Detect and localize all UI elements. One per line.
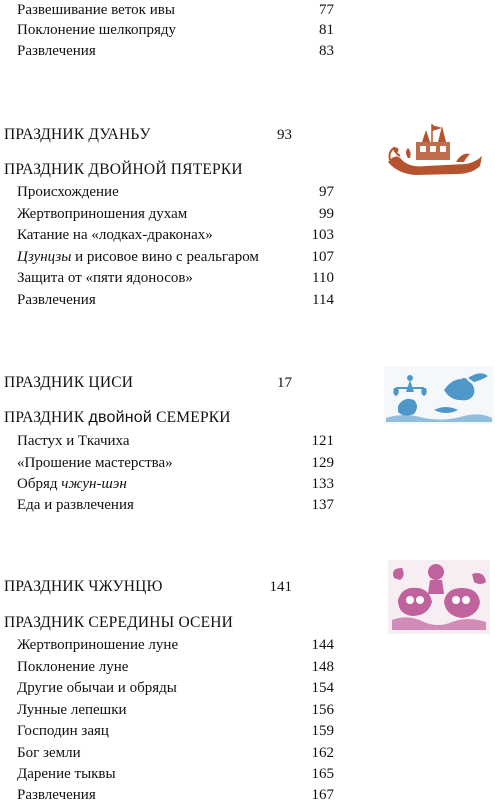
toc-entry-title: Развлечения: [17, 787, 96, 803]
toc-entry-title: Обряд: [17, 476, 62, 492]
toc-entry-title: Жертвоприношения духам: [17, 206, 188, 222]
toc-entry-title: Поклонение луне: [17, 659, 129, 675]
festival-title: ПРАЗДНИК ЦИСИ: [4, 374, 134, 391]
toc-entry-page: 99: [319, 206, 334, 222]
toc-entry-page: 156: [311, 702, 334, 718]
toc-entry-title-italic: чжун-шэн: [61, 476, 127, 492]
toc-entry-title: Развлечения: [17, 292, 96, 308]
toc-entry-title: Другие обычаи и обряды: [17, 680, 177, 696]
festival-page: 141: [269, 579, 292, 595]
toc-entry-page: 114: [312, 292, 334, 308]
section-heading: ПРАЗДНИК СЕРЕДИНЫ ОСЕНИ: [4, 614, 234, 631]
toc-entry-page: 162: [311, 745, 334, 761]
section-heading-post: СЕМЕРКИ: [152, 409, 231, 426]
toc-entry: [17, 1, 175, 19]
toc-entry-page: 83: [319, 43, 334, 59]
toc-entry-title: Развешивание веток ивы: [17, 2, 175, 18]
toc-entry: [17, 42, 96, 60]
toc-entry-title: Пастух и Ткачиха: [17, 433, 130, 449]
toc-entry-title: и рисовое вино с реальгаром: [71, 249, 259, 265]
toc-entry-title: Лунные лепешки: [17, 702, 127, 718]
toc-entry-page: 110: [312, 270, 334, 286]
festival-title: ПРАЗДНИК ДУАНЬУ: [4, 126, 151, 143]
toc-entry-page: 137: [311, 497, 334, 513]
toc-entry-page: 167: [311, 787, 334, 803]
section-heading: [4, 409, 231, 427]
toc-entry-page: 107: [311, 249, 334, 265]
toc-entry-page: 165: [311, 766, 334, 782]
festival-page: 93: [277, 127, 292, 143]
toc-entry-title: Жертвоприношение луне: [17, 637, 179, 653]
toc-entry-page: 97: [319, 184, 334, 200]
section-heading-pre: ПРАЗДНИК: [4, 409, 89, 426]
section-heading-emphasis: двойной: [88, 409, 153, 426]
toc-entry-title: Происхождение: [17, 184, 119, 200]
toc-entry-title: Еда и развлечения: [17, 497, 134, 513]
toc-entry-page: 144: [311, 637, 334, 653]
festival-page: 17: [277, 375, 292, 391]
toc-entry-page: 129: [311, 455, 334, 471]
festival-title: ПРАЗДНИК ЧЖУНЦЮ: [4, 578, 163, 595]
dragon-boat-icon: [386, 122, 484, 178]
toc-entry-page: 148: [311, 659, 334, 675]
toc-entry-page: 81: [319, 22, 334, 38]
toc-entry-title: Господин заяц: [17, 723, 109, 739]
toc-entry-page: 77: [319, 2, 334, 18]
toc-entry-page: 103: [311, 227, 334, 243]
toc-entry-title: Бог земли: [17, 745, 81, 761]
toc-entry-title: Развлечения: [17, 43, 96, 59]
toc-entry-title: «Прошение мастерства»: [17, 455, 173, 471]
toc-entry-page: 154: [311, 680, 334, 696]
toc-entry-page: 133: [311, 476, 334, 492]
toc-entry-page: 159: [311, 723, 334, 739]
toc-entry-title: Катание на «лодках-драконах»: [17, 227, 213, 243]
toc-entry-page: 121: [311, 433, 334, 449]
toc-entry: [17, 248, 259, 266]
toc-entry: [17, 21, 176, 39]
toc-entry: [17, 475, 127, 493]
toc-entry-title-italic: Цзунцзы: [17, 249, 72, 265]
section-heading: ПРАЗДНИК ДВОЙНОЙ ПЯТЕРКИ: [4, 161, 243, 178]
toc-entry-title: Поклонение шелкопряду: [17, 22, 177, 38]
toc-entry-title: Дарение тыквы: [17, 766, 116, 782]
toc-entry-title: Защита от «пяти ядоносов»: [17, 270, 193, 286]
lion-dance-icon: [388, 560, 490, 634]
weaver-herdsman-icon: [384, 366, 494, 424]
